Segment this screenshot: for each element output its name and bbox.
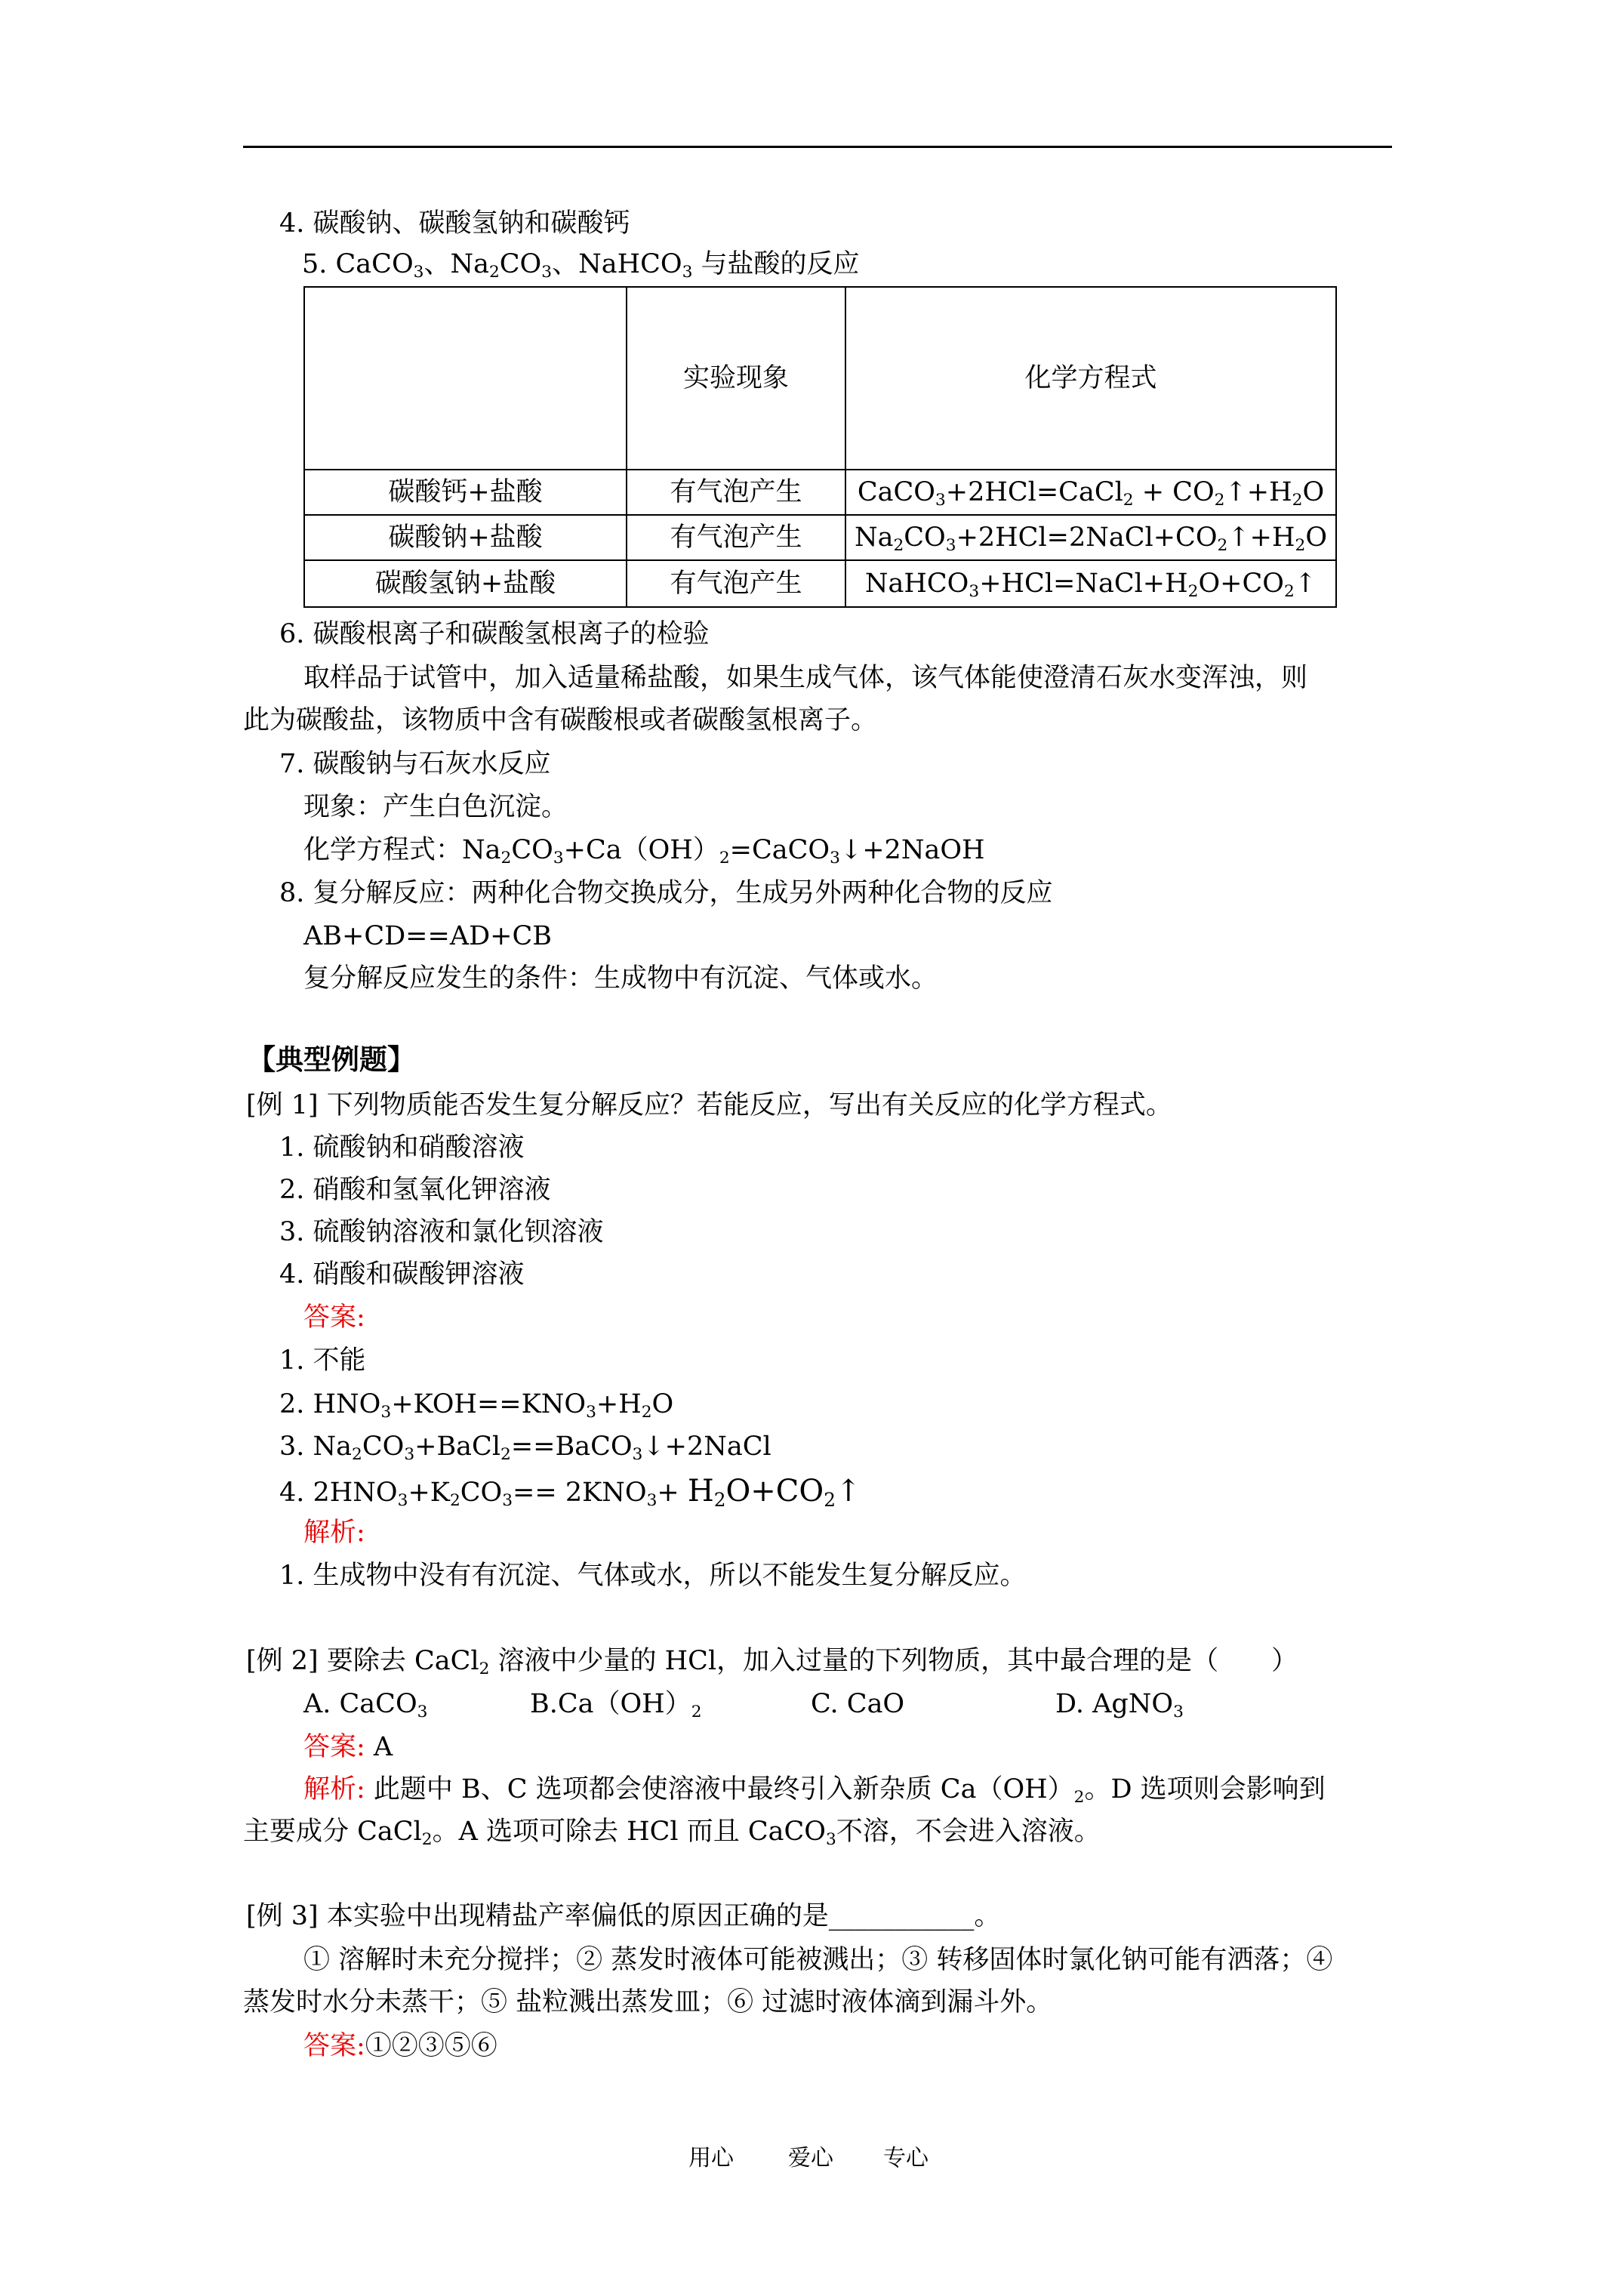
table-row	[304, 470, 1336, 515]
example1-answer-eq: 4. $2HNO_3+K_2CO_3== 2KNO_3+$ $H_2O+CO_2↑$	[279, 1474, 861, 1511]
example2-analysis-line2: 主要成分 CaCl$_2$。A 选项可除去 HCl 而且 CaCO$_3$不溶，不会进入溶液。	[243, 1817, 1101, 1850]
footer-item: 爱心	[788, 2145, 833, 2171]
example1-option: 4. 硝酸和碳酸钾溶液	[279, 1259, 525, 1290]
item-8-formula: AB+CD==AD+CB	[303, 921, 552, 951]
example2-answer: 答案: A	[303, 1732, 393, 1762]
example3-answer: 答案:①②③⑤⑥	[303, 2031, 497, 2061]
example2-option-d: D. AgNO$_3$	[1055, 1689, 1184, 1722]
example1-analysis-label: 解析:	[303, 1518, 365, 1548]
item-7-phenomenon: 现象：产生白色沉淀。	[303, 792, 568, 822]
example2-question: [例 2] 要除去 CaCl$_2$ 溶液中少量的 HCl，加入过量的下列物质，其中最合理的是（ ）	[246, 1646, 1298, 1679]
equation-cell: $Na_2CO_3+2HCl=2NaCl+CO_2↑+H_2O$	[845, 515, 1336, 560]
footer-item: 专心	[883, 2145, 929, 2171]
footer-item: 用心	[688, 2145, 734, 2171]
table-header-cell	[304, 287, 627, 470]
item-6-body-1: 取样品于试管中，加入适量稀盐酸，如果生成气体，该气体能使澄清石灰水变浑浊，则	[303, 663, 1308, 693]
phenomenon-cell: 有气泡产生	[627, 515, 845, 560]
item-6: 6. 碳酸根离子和碳酸氢根离子的检验	[279, 619, 710, 649]
item-8: 8. 复分解反应：两种化合物交换成分，生成另外两种化合物的反应	[279, 878, 1053, 908]
example3-line2: 蒸发时水分未蒸干；⑤ 盐粒溅出蒸发皿；⑥ 过滤时液体滴到漏斗外。	[243, 1987, 1053, 2017]
example2-option-b: $B.Ca(OH)_2$	[530, 1689, 702, 1722]
table-header-phenomenon: 实验现象	[627, 287, 845, 470]
example1-answer-eq: 3. $Na_2CO_3+BaCl_2==BaCO_3↓+2NaCl$	[279, 1432, 771, 1465]
phenomenon-cell: 有气泡产生	[627, 560, 845, 607]
example1-answer-label: 答案:	[303, 1302, 365, 1333]
example1-answer: 1. 不能	[279, 1345, 366, 1376]
table-row	[304, 515, 1336, 560]
equation-cell: CaCO$_3$+2HCl=CaCl$_2$ + $CO_2↑+H_2O$	[845, 470, 1336, 515]
example1-option: 2. 硝酸和氢氧化钾溶液	[279, 1175, 551, 1205]
table-row	[304, 560, 1336, 607]
example1-option: 1. 硫酸钠和硝酸溶液	[279, 1133, 525, 1163]
phenomenon-cell: 有气泡产生	[627, 470, 845, 515]
example2-option-c: C. CaO	[811, 1689, 905, 1719]
item-4: 4. 碳酸钠、碳酸氢钠和碳酸钙	[279, 208, 630, 239]
table-header-row	[304, 287, 1336, 470]
table-header-equation: 化学方程式	[845, 287, 1336, 470]
example1-analysis: 1. 生成物中没有有沉淀、气体或水，所以不能发生复分解反应。	[279, 1561, 1027, 1591]
reaction-table	[303, 286, 1337, 608]
example1-option: 3. 硫酸钠溶液和氯化钡溶液	[279, 1217, 604, 1247]
example3-line1: ① 溶解时未充分搅拌；② 蒸发时液体可能被溅出；③ 转移固体时氯化钠可能有洒落；④	[303, 1945, 1333, 1975]
item-7-equation: 化学方程式：$Na_2CO_3+Ca(OH)_2=CaCO_3↓+2NaOH$	[303, 835, 985, 868]
example3-question: [例 3] 本实验中出现精盐产率偏低的原因正确的是___________。	[246, 1901, 1001, 1931]
equation-cell: $NaHCO_3+HCl=NaCl+H_2O+CO_2↑$	[845, 560, 1336, 607]
example2-option-a: A. CaCO$_3$	[303, 1689, 428, 1722]
reactant-cell: 碳酸钠+盐酸	[304, 515, 627, 560]
example1-answer-eq: 2. $HNO_3+KOH==KNO_3+H_2O$	[279, 1389, 674, 1422]
reactant-cell: 碳酸氢钠+盐酸	[304, 560, 627, 607]
item-5: 5. CaCO$_3$、$Na_2CO_3$、NaHCO$_3$ 与盐酸的反应	[302, 249, 860, 282]
item-6-body-2: 此为碳酸盐，该物质中含有碳酸根或者碳酸氢根离子。	[243, 705, 878, 735]
example2-analysis: 解析: 此题中 B、C 选项都会使溶液中最终引入新杂质 $Ca(OH)_2$。D 选项则会影响到	[303, 1774, 1326, 1808]
examples-heading: 【典型例题】	[248, 1043, 415, 1076]
reactant-cell: 碳酸钙+盐酸	[304, 470, 627, 515]
header-rule	[243, 146, 1392, 148]
item-8-condition: 复分解反应发生的条件：生成物中有沉淀、气体或水。	[303, 963, 938, 994]
item-7: 7. 碳酸钠与石灰水反应	[279, 749, 551, 779]
footer	[688, 2147, 929, 2170]
example1-question: [例 1] 下列物质能否发生复分解反应？若能反应，写出有关反应的化学方程式。	[246, 1090, 1172, 1120]
